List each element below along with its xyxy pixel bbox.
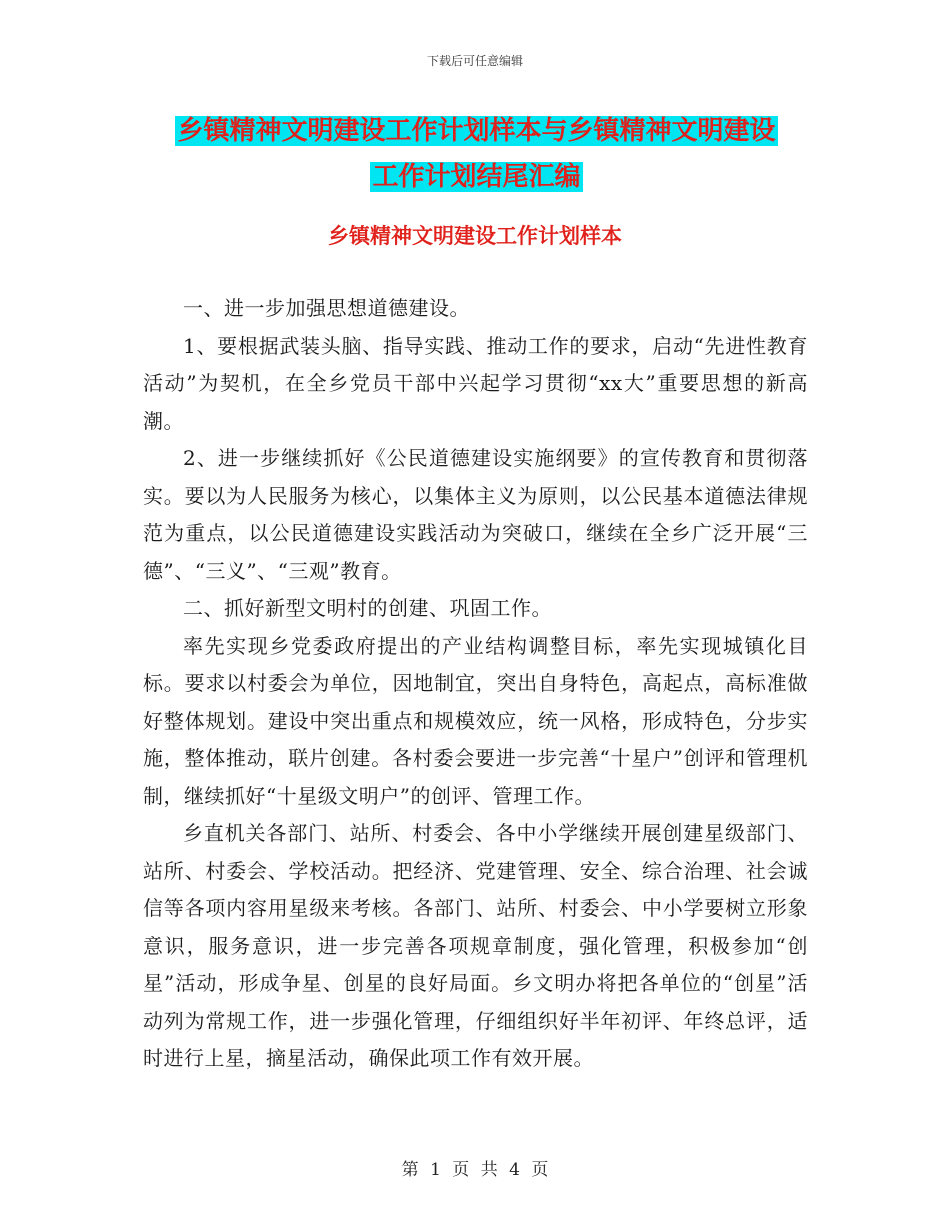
document-title	[143, 108, 810, 200]
document-body	[143, 290, 808, 1078]
paragraph: 1、要根据武装头脑、指导实践、推动工作的要求，启动“先进性教育活动”为契机，在全乡党员干部中兴起学习贯彻“xx大”重要思想的新高潮。	[143, 333, 808, 433]
paragraph: 2、进一步继续抓好《公民道德建设实施纲要》的宣传教育和贯彻落实。要以为人民服务为核心，以集体主义为原则，以公民基本道德法律规范为重点，以公民道德建设实践活动为突破口，继续在全乡广泛开展“三德”、“三义”、“三观”教育。	[143, 446, 808, 583]
paragraph: 一、进一步加强思想道德建设。	[183, 296, 470, 320]
paragraph: 率先实现乡党委政府提出的产业结构调整目标，率先实现城镇化目标。要求以村委会为单位，因地制宜，突出自身特色，高起点，高标准做好整体规划。建设中突出重点和规模效应，统一风格，形成特色，分步实施，整体推动，联片创建。各村委会要进一步完善“十星户”创评和管理机制，继续抓好“十星级文明户”的创评、管理工作。	[143, 633, 808, 808]
paragraph: 二、抓好新型文明村的创建、巩固工作。	[183, 596, 552, 620]
section-title: 乡镇精神文明建设工作计划样本	[328, 224, 622, 248]
title-line-1: 乡镇精神文明建设工作计划样本与乡镇精神文明建设	[177, 116, 776, 146]
paragraph: 乡直机关各部门、站所、村委会、各中小学继续开展创建星级部门、站所、村委会、学校活动。把经济、党建管理、安全、综合治理、社会诚信等各项内容用星级来考核。各部门、站所、村委会、中小学要树立形象意识，服务意识，进一步完善各项规章制度，强化管理，积极参加“创星”活动，形成争星、创星的良好局面。乡文明办将把各单位的“创星”活动列为常规工作，进一步强化管理，仔细组织好半年初评、年终总评，适时进行上星，摘星活动，确保此项工作有效开展。	[143, 821, 808, 1070]
page-footer: 第 1 页 共 4 页	[401, 1160, 549, 1180]
header-note: 下载后可任意编辑	[426, 54, 523, 68]
title-line-2: 工作计划结尾汇编	[372, 162, 581, 192]
